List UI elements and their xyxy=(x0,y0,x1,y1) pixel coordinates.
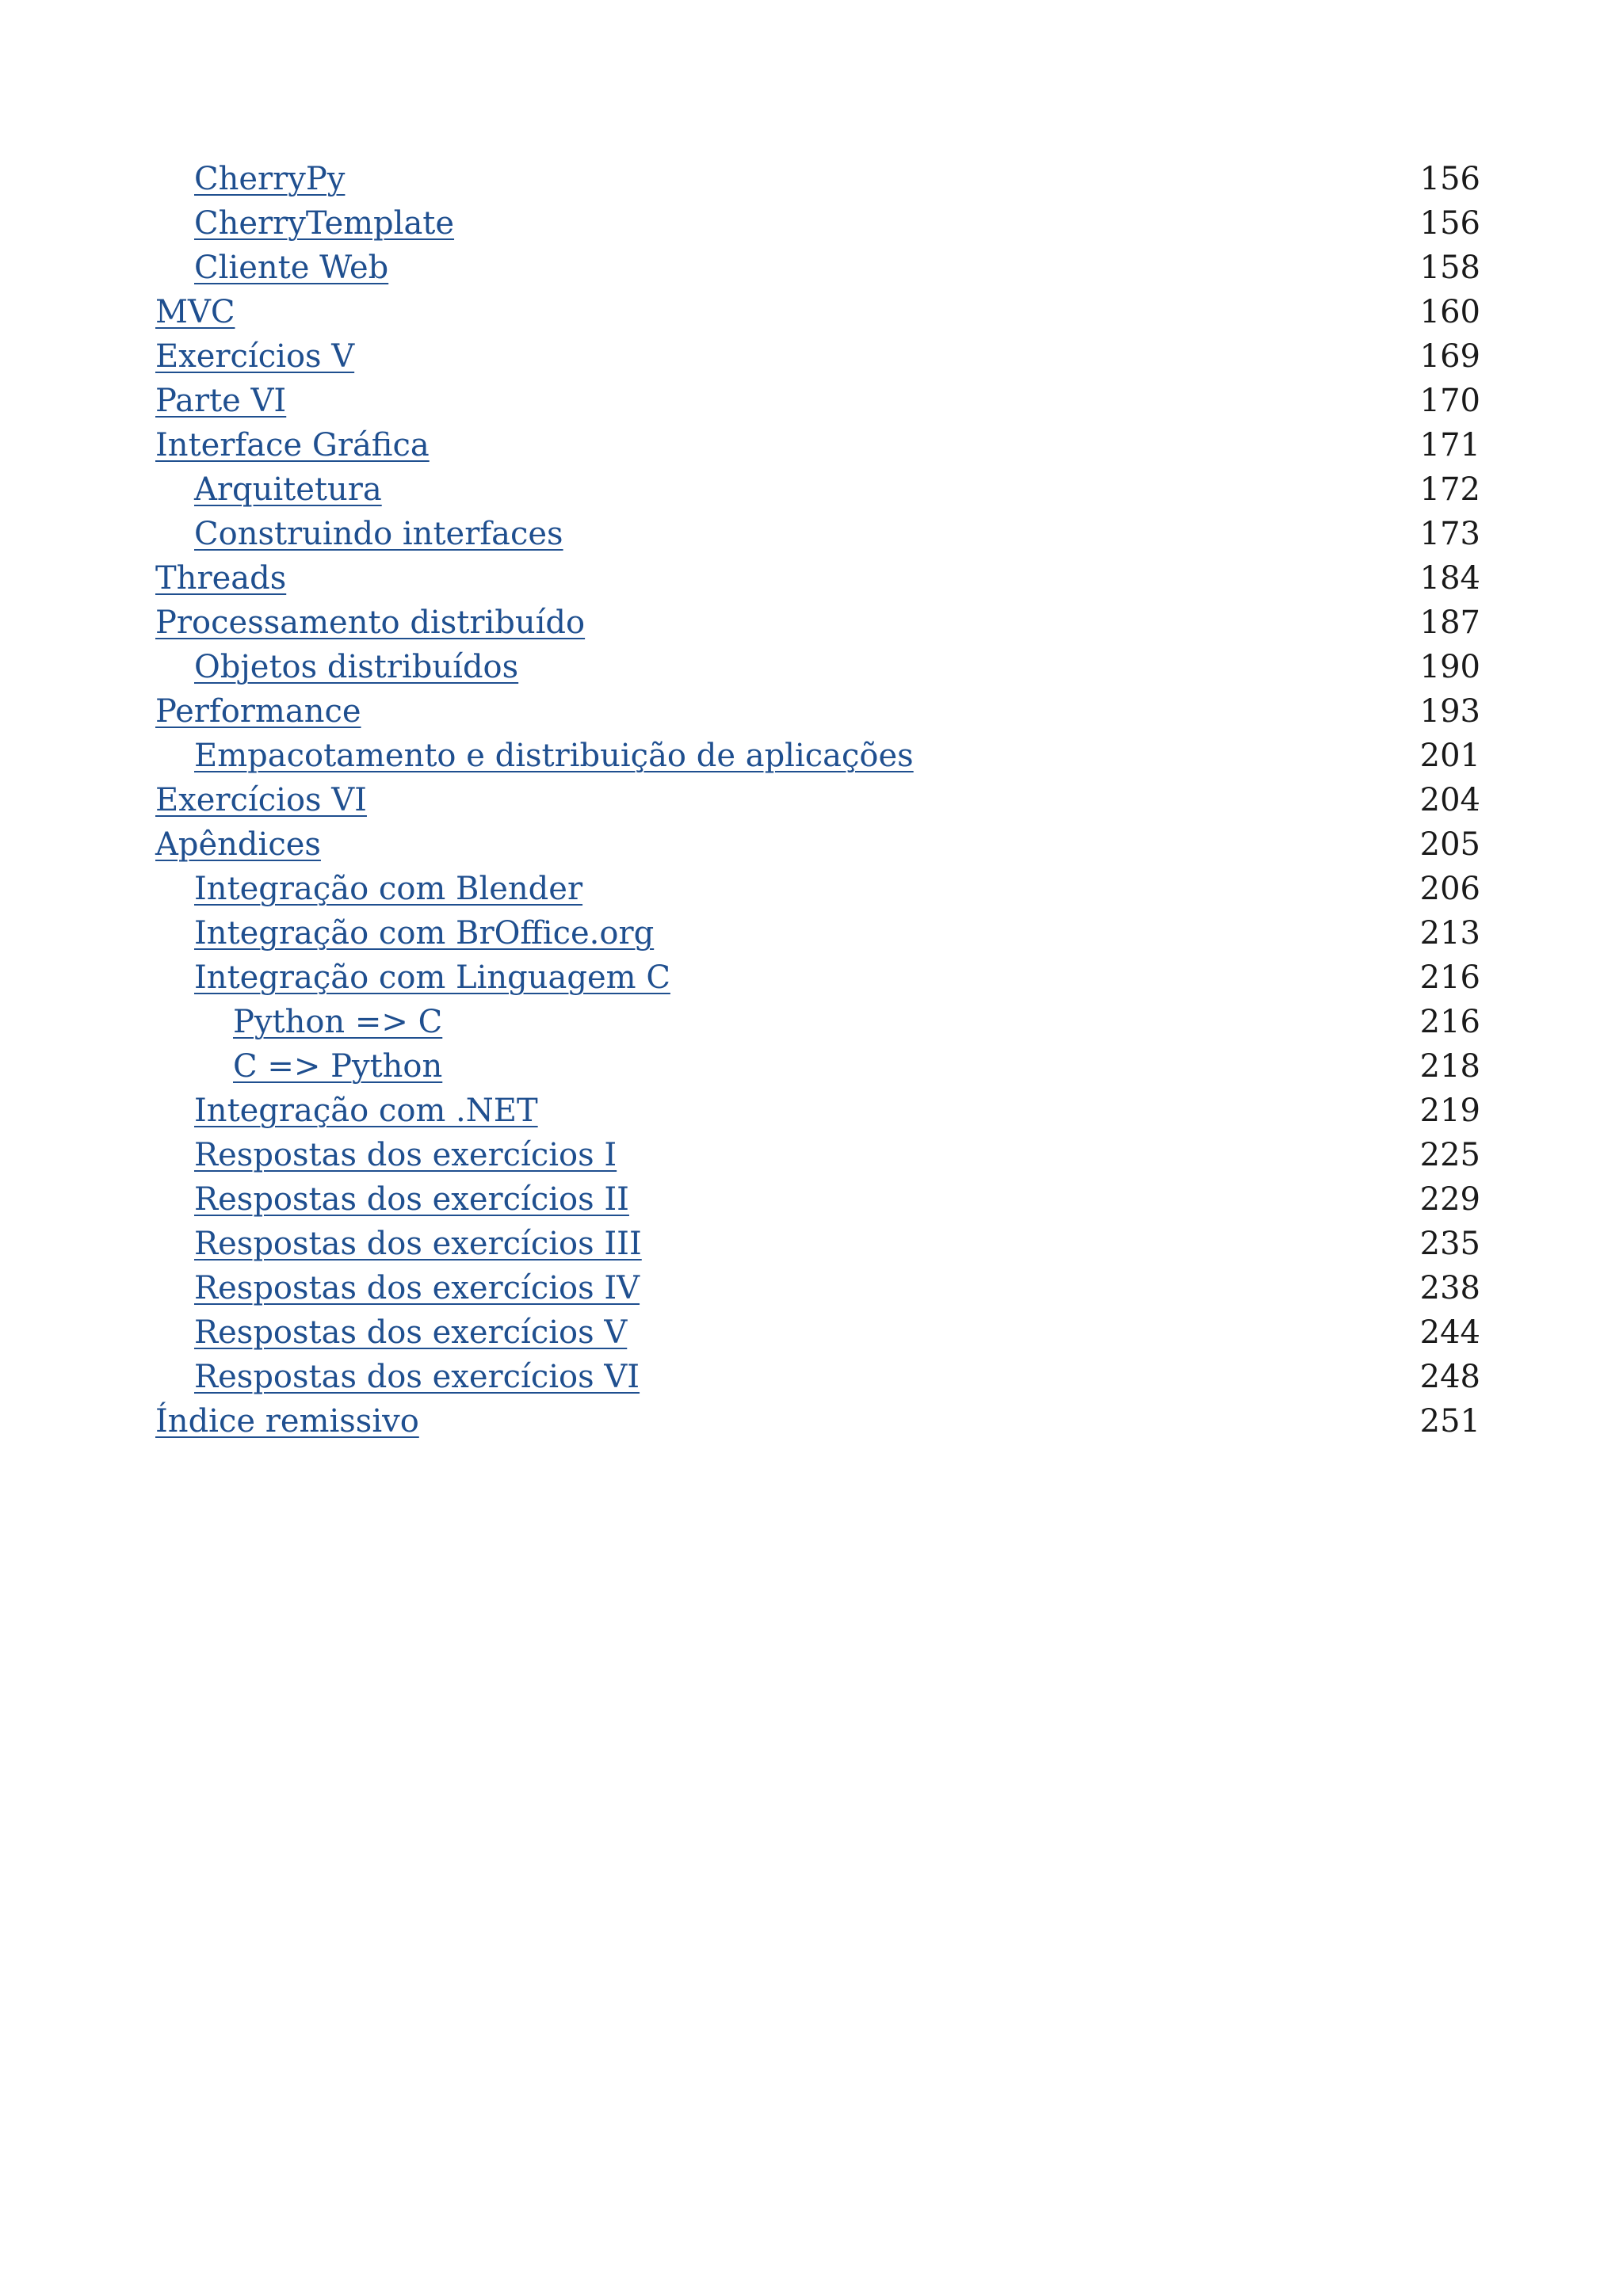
toc-entry-link[interactable]: Integração com BrOffice.org xyxy=(194,915,655,952)
toc-entry-link[interactable]: CherryTemplate xyxy=(194,205,455,242)
toc-entry-link[interactable]: Threads xyxy=(155,560,287,597)
toc-entry-page-number: 170 xyxy=(1419,383,1480,419)
toc-entry xyxy=(155,1399,1480,1444)
toc-entry-link[interactable]: Integração com .NET xyxy=(194,1093,538,1129)
toc-entry-page-number: 218 xyxy=(1419,1048,1480,1085)
toc-entry xyxy=(155,689,1480,734)
toc-entry-page-number: 184 xyxy=(1419,560,1480,597)
toc-entry xyxy=(155,1177,1480,1222)
toc-entry xyxy=(155,734,1480,778)
toc-entry xyxy=(155,1000,1480,1044)
toc-entry-page-number: 160 xyxy=(1419,294,1480,330)
table-of-contents xyxy=(155,157,1480,1444)
toc-entry-page-number: 172 xyxy=(1419,471,1480,508)
toc-entry xyxy=(155,201,1480,246)
toc-entry xyxy=(155,334,1480,379)
toc-entry-link[interactable]: Arquitetura xyxy=(194,471,382,508)
toc-entry-page-number: 173 xyxy=(1419,516,1480,552)
toc-entry-link[interactable]: Exercícios V xyxy=(155,338,355,375)
toc-entry-page-number: 251 xyxy=(1419,1403,1480,1440)
toc-entry xyxy=(155,1310,1480,1355)
toc-entry xyxy=(155,911,1480,955)
toc-entry-link[interactable]: Cliente Web xyxy=(194,250,389,286)
toc-entry xyxy=(155,1133,1480,1177)
toc-entry-page-number: 219 xyxy=(1419,1093,1480,1129)
toc-entry-page-number: 193 xyxy=(1419,693,1480,730)
toc-entry-page-number: 201 xyxy=(1419,738,1480,774)
toc-entry-link[interactable]: Respostas dos exercícios I xyxy=(194,1137,617,1173)
toc-entry xyxy=(155,1044,1480,1089)
toc-entry-link[interactable]: Performance xyxy=(155,693,361,730)
toc-entry xyxy=(155,246,1480,290)
toc-entry xyxy=(155,512,1480,556)
toc-entry xyxy=(155,556,1480,601)
toc-entry-link[interactable]: Respostas dos exercícios V xyxy=(194,1314,628,1351)
toc-entry xyxy=(155,822,1480,867)
toc-entry-link[interactable]: Respostas dos exercícios III xyxy=(194,1226,642,1262)
toc-entry-link[interactable]: C => Python xyxy=(233,1048,443,1085)
toc-entry-link[interactable]: Construindo interfaces xyxy=(194,516,563,552)
toc-entry-link[interactable]: Respostas dos exercícios II xyxy=(194,1181,629,1218)
toc-entry-page-number: 190 xyxy=(1419,649,1480,685)
toc-entry-link[interactable]: Python => C xyxy=(233,1004,443,1040)
toc-entry-page-number: 238 xyxy=(1419,1270,1480,1306)
toc-entry xyxy=(155,867,1480,911)
toc-entry xyxy=(155,290,1480,334)
toc-entry xyxy=(155,1089,1480,1133)
toc-entry-page-number: 187 xyxy=(1419,605,1480,641)
toc-entry-link[interactable]: CherryPy xyxy=(194,161,346,197)
toc-entry-page-number: 213 xyxy=(1419,915,1480,952)
toc-entry-page-number: 156 xyxy=(1419,205,1480,242)
toc-entry-link[interactable]: Empacotamento e distribuição de aplicações xyxy=(194,738,914,774)
toc-entry-link[interactable]: Integração com Linguagem C xyxy=(194,959,670,996)
toc-entry xyxy=(155,157,1480,201)
toc-entry-link[interactable]: Exercícios VI xyxy=(155,782,367,818)
toc-entry xyxy=(155,601,1480,645)
toc-entry-page-number: 171 xyxy=(1419,427,1480,463)
toc-entry-page-number: 205 xyxy=(1419,826,1480,863)
toc-entry-link[interactable]: Processamento distribuído xyxy=(155,605,586,641)
toc-entry-link[interactable]: Respostas dos exercícios IV xyxy=(194,1270,640,1306)
toc-entry-page-number: 235 xyxy=(1419,1226,1480,1262)
toc-entry-link[interactable]: MVC xyxy=(155,294,235,330)
toc-entry-page-number: 169 xyxy=(1419,338,1480,375)
toc-entry xyxy=(155,1266,1480,1310)
toc-entry xyxy=(155,645,1480,689)
toc-entry xyxy=(155,1222,1480,1266)
toc-entry-page-number: 158 xyxy=(1419,250,1480,286)
toc-entry xyxy=(155,778,1480,822)
toc-entry-page-number: 156 xyxy=(1419,161,1480,197)
toc-entry-page-number: 229 xyxy=(1419,1181,1480,1218)
toc-entry-link[interactable]: Interface Gráfica xyxy=(155,427,430,463)
toc-entry-page-number: 204 xyxy=(1419,782,1480,818)
toc-entry-link[interactable]: Respostas dos exercícios VI xyxy=(194,1359,640,1395)
toc-entry-link[interactable]: Apêndices xyxy=(155,826,321,863)
toc-entry xyxy=(155,423,1480,467)
toc-entry xyxy=(155,379,1480,423)
toc-entry-page-number: 206 xyxy=(1419,871,1480,907)
toc-entry-page-number: 216 xyxy=(1419,1004,1480,1040)
toc-entry xyxy=(155,467,1480,512)
toc-entry xyxy=(155,955,1480,1000)
toc-entry-link[interactable]: Parte VI xyxy=(155,383,287,419)
toc-entry-page-number: 248 xyxy=(1419,1359,1480,1395)
toc-entry xyxy=(155,1355,1480,1399)
toc-entry-page-number: 216 xyxy=(1419,959,1480,996)
toc-entry-page-number: 225 xyxy=(1419,1137,1480,1173)
toc-entry-link[interactable]: Objetos distribuídos xyxy=(194,649,519,685)
toc-entry-page-number: 244 xyxy=(1419,1314,1480,1351)
toc-entry-link[interactable]: Índice remissivo xyxy=(155,1403,419,1440)
toc-entry-link[interactable]: Integração com Blender xyxy=(194,871,583,907)
